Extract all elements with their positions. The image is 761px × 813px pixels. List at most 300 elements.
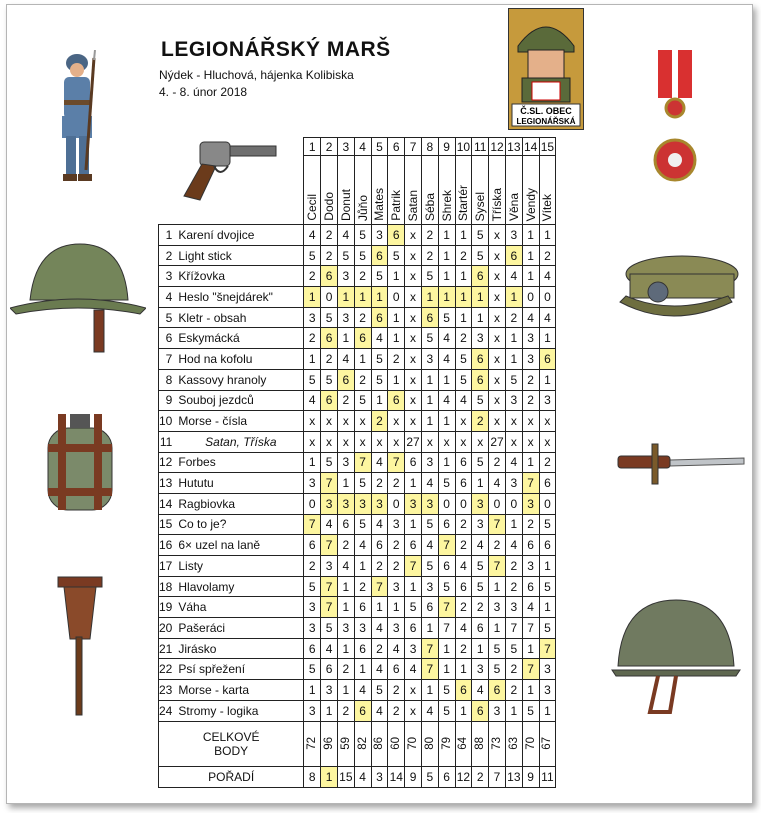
participant-name: Jůňo	[355, 194, 370, 221]
score-cell: 5	[539, 576, 556, 597]
score-row	[159, 576, 556, 597]
score-cell: 7	[321, 576, 338, 597]
score-cell: 5	[539, 514, 556, 535]
score-cell: 5	[505, 369, 522, 390]
score-cell: 0	[539, 287, 556, 308]
score-cell: 4	[472, 680, 489, 701]
task-name: Křížovka	[174, 266, 304, 287]
participant-name: Séba	[422, 192, 437, 221]
score-cell: 3	[304, 307, 321, 328]
score-cell: 2	[455, 245, 472, 266]
score-cell: 5	[438, 473, 455, 494]
task-name: Karení dvojice	[174, 225, 304, 246]
score-cell: 7	[354, 452, 371, 473]
score-cell: 1	[505, 287, 522, 308]
score-cell: 1	[522, 225, 539, 246]
rank-cell: 7	[489, 766, 506, 787]
score-cell: x	[539, 411, 556, 432]
total-value: 86	[373, 737, 386, 750]
row-number: 11	[159, 431, 175, 452]
participant-name: Shrek	[439, 189, 454, 221]
score-cell: 2	[354, 576, 371, 597]
row-number: 17	[159, 556, 175, 577]
score-cell: 3	[388, 576, 405, 597]
score-cell: 5	[321, 618, 338, 639]
score-cell: x	[421, 431, 438, 452]
score-cell: x	[354, 411, 371, 432]
participant-name: Sysel	[473, 191, 488, 221]
score-cell: 1	[489, 576, 506, 597]
score-cell: 5	[388, 245, 405, 266]
score-cell: x	[539, 431, 556, 452]
svg-text:LEGIONÁŘSKÁ: LEGIONÁŘSKÁ	[516, 117, 576, 126]
score-row	[159, 659, 556, 680]
score-cell: 1	[472, 307, 489, 328]
score-cell: x	[405, 411, 422, 432]
score-cell: 7	[522, 659, 539, 680]
score-cell: 1	[337, 638, 354, 659]
score-cell: 1	[337, 473, 354, 494]
score-cell: 4	[472, 535, 489, 556]
column-name	[421, 156, 438, 225]
score-cell: 5	[354, 390, 371, 411]
score-cell: 1	[354, 287, 371, 308]
score-cell: 4	[354, 680, 371, 701]
total-label	[159, 721, 304, 766]
score-cell: 7	[438, 597, 455, 618]
participant-name: Věna	[506, 192, 521, 221]
score-cell: 2	[505, 680, 522, 701]
score-cell: 3	[321, 680, 338, 701]
score-cell: 3	[388, 514, 405, 535]
score-cell: 3	[304, 473, 321, 494]
score-cell: 2	[472, 411, 489, 432]
task-name: Kassovy hranoly	[174, 369, 304, 390]
score-cell: 6	[337, 369, 354, 390]
score-cell: 3	[337, 307, 354, 328]
score-cell: 1	[455, 307, 472, 328]
score-cell: 2	[539, 245, 556, 266]
rank-cell: 5	[421, 766, 438, 787]
score-cell: 6	[472, 349, 489, 370]
score-row	[159, 473, 556, 494]
column-name	[505, 156, 522, 225]
score-cell: 2	[354, 307, 371, 328]
score-cell: 7	[522, 618, 539, 639]
score-cell: 6	[539, 473, 556, 494]
score-cell: 3	[337, 618, 354, 639]
score-cell: 0	[522, 287, 539, 308]
score-cell: 0	[539, 493, 556, 514]
score-cell: 2	[354, 369, 371, 390]
column-index: 1	[304, 138, 321, 156]
score-cell: 1	[337, 680, 354, 701]
score-row	[159, 307, 556, 328]
row-number: 16	[159, 535, 175, 556]
total-value: 70	[524, 737, 537, 750]
score-cell: 6	[388, 659, 405, 680]
score-cell: 3	[405, 493, 422, 514]
score-cell: 2	[455, 638, 472, 659]
score-cell: 5	[371, 266, 388, 287]
task-name: Morse - čísla	[174, 411, 304, 432]
score-cell: x	[354, 431, 371, 452]
score-cell: 5	[522, 700, 539, 721]
score-cell: 3	[539, 659, 556, 680]
row-number: 1	[159, 225, 175, 246]
score-row	[159, 328, 556, 349]
score-cell: x	[405, 680, 422, 701]
score-row	[159, 225, 556, 246]
score-row	[159, 431, 556, 452]
column-index: 9	[438, 138, 455, 156]
score-cell: x	[388, 431, 405, 452]
score-cell: 1	[438, 287, 455, 308]
column-name	[371, 156, 388, 225]
score-row	[159, 493, 556, 514]
task-name: Hututu	[174, 473, 304, 494]
column-index: 6	[388, 138, 405, 156]
score-cell: 6	[455, 576, 472, 597]
score-cell: 5	[421, 514, 438, 535]
score-cell: 6	[421, 597, 438, 618]
score-cell: x	[489, 266, 506, 287]
total-cell	[337, 721, 354, 766]
row-number: 22	[159, 659, 175, 680]
score-cell: 6	[421, 307, 438, 328]
score-cell: 3	[505, 473, 522, 494]
score-cell: 7	[304, 514, 321, 535]
score-cell: 5	[321, 369, 338, 390]
score-cell: 7	[321, 535, 338, 556]
score-cell: x	[455, 411, 472, 432]
score-cell: 6	[321, 328, 338, 349]
score-cell: 3	[489, 597, 506, 618]
score-cell: 1	[455, 287, 472, 308]
page-title: LEGIONÁŘSKÝ MARŠ	[161, 38, 391, 61]
score-cell: 1	[505, 349, 522, 370]
score-cell: 0	[304, 493, 321, 514]
score-cell: x	[321, 411, 338, 432]
score-cell: 3	[522, 328, 539, 349]
score-cell: 1	[388, 369, 405, 390]
score-cell: 7	[522, 473, 539, 494]
score-cell: 3	[472, 493, 489, 514]
row-number: 2	[159, 245, 175, 266]
score-cell: 2	[522, 390, 539, 411]
score-cell: 6	[354, 700, 371, 721]
score-cell: 7	[539, 638, 556, 659]
score-cell: 1	[337, 287, 354, 308]
score-row	[159, 245, 556, 266]
column-name	[321, 156, 338, 225]
score-cell: 2	[354, 266, 371, 287]
score-cell: 1	[522, 266, 539, 287]
score-cell: 3	[421, 493, 438, 514]
score-cell: x	[405, 328, 422, 349]
row-number: 7	[159, 349, 175, 370]
score-cell: x	[405, 245, 422, 266]
participant-name: Vendy	[523, 187, 538, 221]
row-number: 3	[159, 266, 175, 287]
score-cell: 5	[421, 266, 438, 287]
task-name: Psí spřežení	[174, 659, 304, 680]
score-cell: 6	[472, 618, 489, 639]
score-cell: 2	[337, 390, 354, 411]
score-cell: 6	[438, 514, 455, 535]
score-cell: 6	[371, 535, 388, 556]
score-cell: 6	[304, 638, 321, 659]
score-cell: x	[304, 411, 321, 432]
location-subtitle: Nýdek - Hluchová, hájenka Kolibiska	[159, 68, 354, 82]
score-cell: 1	[522, 452, 539, 473]
score-cell: 2	[304, 556, 321, 577]
score-cell: 1	[371, 390, 388, 411]
score-cell: 3	[371, 225, 388, 246]
score-cell: 1	[421, 390, 438, 411]
score-cell: 6	[522, 535, 539, 556]
participant-name: Dodo	[322, 192, 337, 221]
participant-name: Cecil	[305, 194, 320, 221]
score-cell: 5	[304, 576, 321, 597]
score-cell: 6	[321, 390, 338, 411]
score-cell: 6	[405, 618, 422, 639]
score-cell: 3	[405, 638, 422, 659]
total-cell	[304, 721, 321, 766]
score-cell: 1	[455, 700, 472, 721]
score-cell: 3	[371, 493, 388, 514]
score-cell: 1	[455, 266, 472, 287]
score-cell: 3	[522, 556, 539, 577]
score-cell: 1	[539, 328, 556, 349]
score-cell: 1	[421, 680, 438, 701]
score-cell: x	[522, 411, 539, 432]
score-cell: x	[438, 431, 455, 452]
score-cell: 4	[522, 307, 539, 328]
row-number: 20	[159, 618, 175, 639]
score-cell: 3	[337, 452, 354, 473]
score-row	[159, 390, 556, 411]
total-cell	[321, 721, 338, 766]
rank-cell: 3	[371, 766, 388, 787]
row-number: 5	[159, 307, 175, 328]
score-cell: 7	[421, 659, 438, 680]
column-index-row	[159, 138, 556, 156]
score-cell: 1	[522, 245, 539, 266]
score-cell: 7	[489, 556, 506, 577]
score-cell: 4	[337, 556, 354, 577]
row-number: 8	[159, 369, 175, 390]
task-name: Light stick	[174, 245, 304, 266]
score-cell: 5	[371, 349, 388, 370]
helmet-illustration	[10, 240, 146, 354]
score-cell: x	[489, 411, 506, 432]
total-cell	[371, 721, 388, 766]
score-cell: 2	[489, 452, 506, 473]
score-cell: 5	[489, 659, 506, 680]
column-name	[438, 156, 455, 225]
column-index: 11	[472, 138, 489, 156]
blank-corner	[159, 138, 304, 225]
score-cell: 6	[472, 369, 489, 390]
column-index: 13	[507, 139, 521, 154]
score-cell: 2	[455, 514, 472, 535]
score-cell: 1	[539, 556, 556, 577]
score-cell: 2	[421, 225, 438, 246]
score-cell: 1	[472, 638, 489, 659]
score-cell: 3	[321, 556, 338, 577]
column-name	[522, 156, 539, 225]
total-label-line1: CELKOVÉ	[202, 729, 260, 744]
total-value: 60	[390, 737, 403, 750]
total-value: 72	[306, 737, 319, 750]
row-number: 24	[159, 700, 175, 721]
score-cell: 1	[438, 638, 455, 659]
score-cell: 1	[388, 328, 405, 349]
score-cell: 2	[539, 452, 556, 473]
score-cell: x	[522, 431, 539, 452]
score-cell: 1	[354, 659, 371, 680]
holster-illustration	[56, 573, 106, 717]
score-cell: 5	[354, 225, 371, 246]
score-cell: 27	[489, 431, 506, 452]
score-cell: 6	[455, 473, 472, 494]
row-number: 9	[159, 390, 175, 411]
score-cell: 4	[337, 225, 354, 246]
task-name: 6× uzel na laně	[174, 535, 304, 556]
score-cell: 1	[438, 659, 455, 680]
score-cell: 6	[455, 452, 472, 473]
total-row	[159, 721, 556, 766]
total-cell	[539, 721, 556, 766]
score-cell: 4	[337, 349, 354, 370]
score-cell: 1	[405, 473, 422, 494]
row-number: 6	[159, 328, 175, 349]
participant-name: Startér	[456, 184, 471, 221]
task-name: Morse - karta	[174, 680, 304, 701]
score-cell: 6	[321, 266, 338, 287]
score-cell: 1	[405, 514, 422, 535]
score-cell: 5	[455, 349, 472, 370]
score-cell: 5	[354, 514, 371, 535]
score-cell: 3	[321, 493, 338, 514]
score-cell: 2	[337, 700, 354, 721]
column-name	[472, 156, 489, 225]
score-cell: 4	[505, 535, 522, 556]
total-value: 59	[339, 737, 352, 750]
total-value: 73	[491, 737, 504, 750]
score-cell: 4	[421, 535, 438, 556]
score-cell: 4	[354, 535, 371, 556]
total-cell	[489, 721, 506, 766]
score-cell: 7	[438, 535, 455, 556]
rank-cell: 14	[388, 766, 405, 787]
score-cell: 5	[405, 597, 422, 618]
score-cell: 6	[539, 535, 556, 556]
score-cell: 5	[304, 245, 321, 266]
score-cell: 1	[354, 349, 371, 370]
score-row	[159, 287, 556, 308]
total-cell	[472, 721, 489, 766]
score-row	[159, 597, 556, 618]
participant-name: Tříska	[490, 187, 505, 221]
column-name	[304, 156, 321, 225]
column-index: 12	[490, 139, 504, 154]
rank-cell: 13	[505, 766, 522, 787]
score-row	[159, 349, 556, 370]
score-cell: 2	[337, 659, 354, 680]
score-cell: 2	[388, 680, 405, 701]
column-index: 7	[405, 138, 422, 156]
score-cell: 2	[321, 225, 338, 246]
score-cell: 6	[505, 245, 522, 266]
score-cell: 5	[354, 473, 371, 494]
total-value: 67	[541, 737, 554, 750]
score-cell: 4	[522, 597, 539, 618]
participant-name: Mates	[372, 188, 387, 221]
row-number: 10	[159, 411, 175, 432]
total-value: 63	[507, 737, 520, 750]
column-name	[388, 156, 405, 225]
score-cell: 3	[472, 328, 489, 349]
score-row	[159, 452, 556, 473]
score-cell: 1	[421, 411, 438, 432]
score-cell: 5	[472, 452, 489, 473]
column-index: 10	[456, 139, 471, 154]
score-cell: x	[489, 287, 506, 308]
score-cell: 5	[455, 369, 472, 390]
total-cell	[388, 721, 405, 766]
score-cell: 3	[522, 493, 539, 514]
score-cell: 4	[438, 349, 455, 370]
score-cell: 1	[371, 597, 388, 618]
score-cell: 1	[405, 576, 422, 597]
score-cell: 2	[304, 328, 321, 349]
score-cell: 6	[455, 680, 472, 701]
score-cell: 4	[505, 266, 522, 287]
task-name: Stromy - logika	[174, 700, 304, 721]
rank-cell: 4	[354, 766, 371, 787]
score-cell: 2	[388, 700, 405, 721]
task-name: Jirásko	[174, 638, 304, 659]
row-number: 12	[159, 452, 175, 473]
total-cell	[438, 721, 455, 766]
score-cell: x	[405, 349, 422, 370]
score-cell: 1	[337, 328, 354, 349]
score-cell: 2	[505, 556, 522, 577]
score-cell: 6	[405, 535, 422, 556]
score-cell: 1	[438, 266, 455, 287]
date-subtitle: 4. - 8. únor 2018	[159, 85, 248, 99]
score-cell: 6	[405, 452, 422, 473]
score-cell: 6	[489, 680, 506, 701]
score-cell: 7	[505, 618, 522, 639]
score-row	[159, 700, 556, 721]
score-cell: 1	[337, 576, 354, 597]
rank-cell: 8	[304, 766, 321, 787]
score-cell: 2	[371, 411, 388, 432]
score-cell: 6	[354, 328, 371, 349]
score-cell: 4	[539, 266, 556, 287]
score-cell: x	[505, 431, 522, 452]
score-cell: 3	[522, 349, 539, 370]
score-cell: x	[505, 411, 522, 432]
score-cell: 7	[405, 556, 422, 577]
column-index: 4	[354, 138, 371, 156]
task-name: Eskymácká	[174, 328, 304, 349]
score-cell: 2	[472, 597, 489, 618]
row-number: 4	[159, 287, 175, 308]
